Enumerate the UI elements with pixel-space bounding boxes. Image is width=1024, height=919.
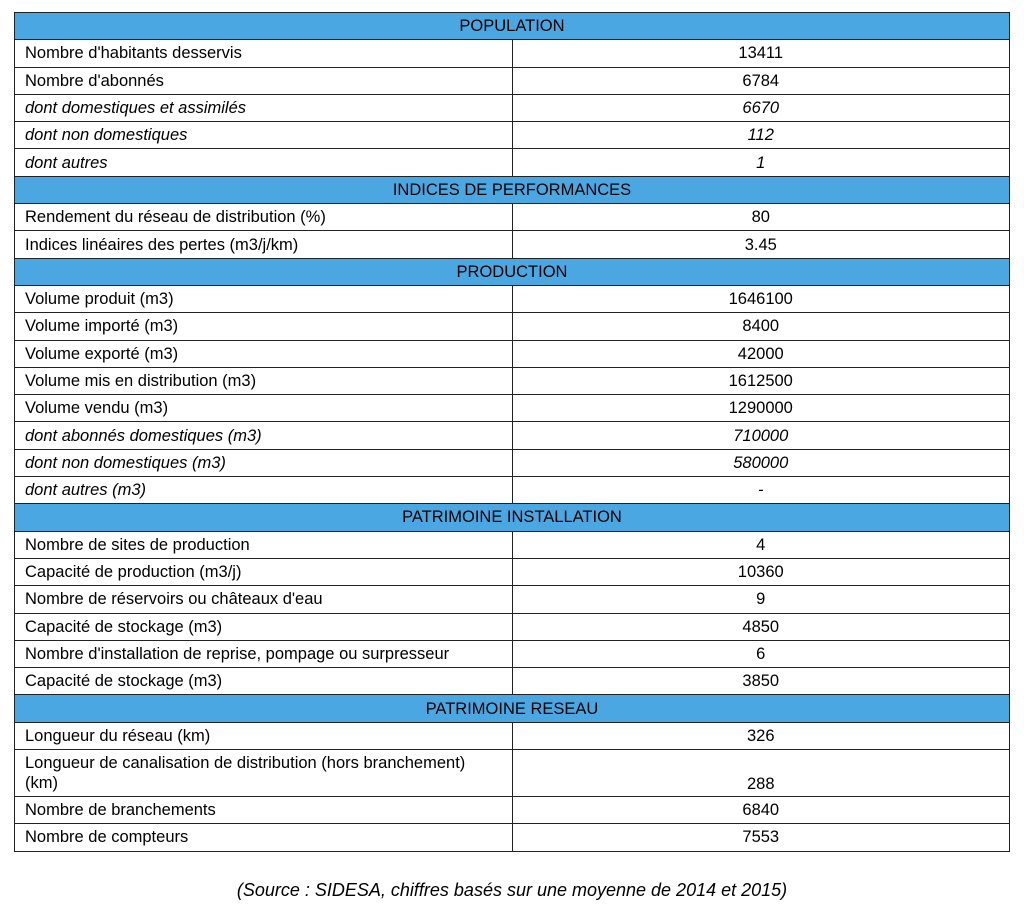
table-row	[15, 797, 1010, 824]
row-label: Capacité de production (m3/j)	[15, 558, 513, 585]
section-header	[15, 176, 1010, 203]
row-label: Nombre de compteurs	[15, 824, 513, 851]
row-value: 4850	[512, 613, 1010, 640]
row-label: Nombre de réservoirs ou châteaux d'eau	[15, 586, 513, 613]
row-value: 3.45	[512, 231, 1010, 258]
table-row	[15, 586, 1010, 613]
row-value: 4	[512, 531, 1010, 558]
row-label: Longueur du réseau (km)	[15, 722, 513, 749]
section-header	[15, 13, 1010, 40]
row-value: 1290000	[512, 395, 1010, 422]
row-value: 13411	[512, 40, 1010, 67]
row-label: Capacité de stockage (m3)	[15, 668, 513, 695]
table-row	[15, 449, 1010, 476]
row-label: dont abonnés domestiques (m3)	[15, 422, 513, 449]
row-value: 288	[512, 750, 1010, 797]
row-value: 80	[512, 204, 1010, 231]
row-value: 1646100	[512, 285, 1010, 312]
table-row	[15, 285, 1010, 312]
row-label: dont non domestiques	[15, 122, 513, 149]
row-label: Volume importé (m3)	[15, 313, 513, 340]
table-row	[15, 395, 1010, 422]
table-row	[15, 640, 1010, 667]
row-value: 6670	[512, 94, 1010, 121]
table-row	[15, 313, 1010, 340]
row-label: Capacité de stockage (m3)	[15, 613, 513, 640]
table-row	[15, 40, 1010, 67]
table-row	[15, 122, 1010, 149]
row-value: 6840	[512, 797, 1010, 824]
section-title: PATRIMOINE INSTALLATION	[15, 504, 1010, 531]
section-header	[15, 258, 1010, 285]
row-value: 42000	[512, 340, 1010, 367]
row-value: 1612500	[512, 367, 1010, 394]
table-row	[15, 824, 1010, 851]
row-label: Volume vendu (m3)	[15, 395, 513, 422]
table-row	[15, 149, 1010, 176]
row-value: 112	[512, 122, 1010, 149]
table-row	[15, 558, 1010, 585]
row-value: 8400	[512, 313, 1010, 340]
row-label: Volume mis en distribution (m3)	[15, 367, 513, 394]
row-label: dont autres (m3)	[15, 477, 513, 504]
table-row	[15, 367, 1010, 394]
row-value: 1	[512, 149, 1010, 176]
table-row	[15, 94, 1010, 121]
section-title: PRODUCTION	[15, 258, 1010, 285]
statistics-table	[14, 12, 1010, 852]
row-value: 7553	[512, 824, 1010, 851]
section-header	[15, 504, 1010, 531]
row-value: -	[512, 477, 1010, 504]
table-row	[15, 750, 1010, 797]
section-header	[15, 695, 1010, 722]
table-row	[15, 204, 1010, 231]
row-label: dont autres	[15, 149, 513, 176]
row-label: Longueur de canalisation de distribution (hors branchement) (km)	[15, 750, 513, 797]
table-row	[15, 231, 1010, 258]
row-value: 9	[512, 586, 1010, 613]
table-row	[15, 722, 1010, 749]
source-caption: (Source : SIDESA, chiffres basés sur une moyenne de 2014 et 2015)	[236, 880, 788, 900]
section-title: POPULATION	[15, 13, 1010, 40]
row-label: Nombre d'habitants desservis	[15, 40, 513, 67]
row-label: Volume produit (m3)	[15, 285, 513, 312]
table-row	[15, 422, 1010, 449]
row-value: 3850	[512, 668, 1010, 695]
section-title: INDICES DE PERFORMANCES	[15, 176, 1010, 203]
row-value: 580000	[512, 449, 1010, 476]
table-row	[15, 340, 1010, 367]
row-label: Nombre d'installation de reprise, pompage ou surpresseur	[15, 640, 513, 667]
table-row	[15, 531, 1010, 558]
row-value: 10360	[512, 558, 1010, 585]
row-label: Indices linéaires des pertes (m3/j/km)	[15, 231, 513, 258]
table-row	[15, 613, 1010, 640]
row-label: dont domestiques et assimilés	[15, 94, 513, 121]
row-label: Rendement du réseau de distribution (%)	[15, 204, 513, 231]
row-label: Nombre de sites de production	[15, 531, 513, 558]
table-row	[15, 477, 1010, 504]
row-label: Nombre de branchements	[15, 797, 513, 824]
row-label: dont non domestiques (m3)	[15, 449, 513, 476]
table-row	[15, 67, 1010, 94]
row-value: 6	[512, 640, 1010, 667]
row-value: 6784	[512, 67, 1010, 94]
table-row	[15, 668, 1010, 695]
row-value: 710000	[512, 422, 1010, 449]
row-label: Nombre d'abonnés	[15, 67, 513, 94]
row-label: Volume exporté (m3)	[15, 340, 513, 367]
table-body	[15, 13, 1010, 852]
row-value: 326	[512, 722, 1010, 749]
section-title: PATRIMOINE RESEAU	[15, 695, 1010, 722]
